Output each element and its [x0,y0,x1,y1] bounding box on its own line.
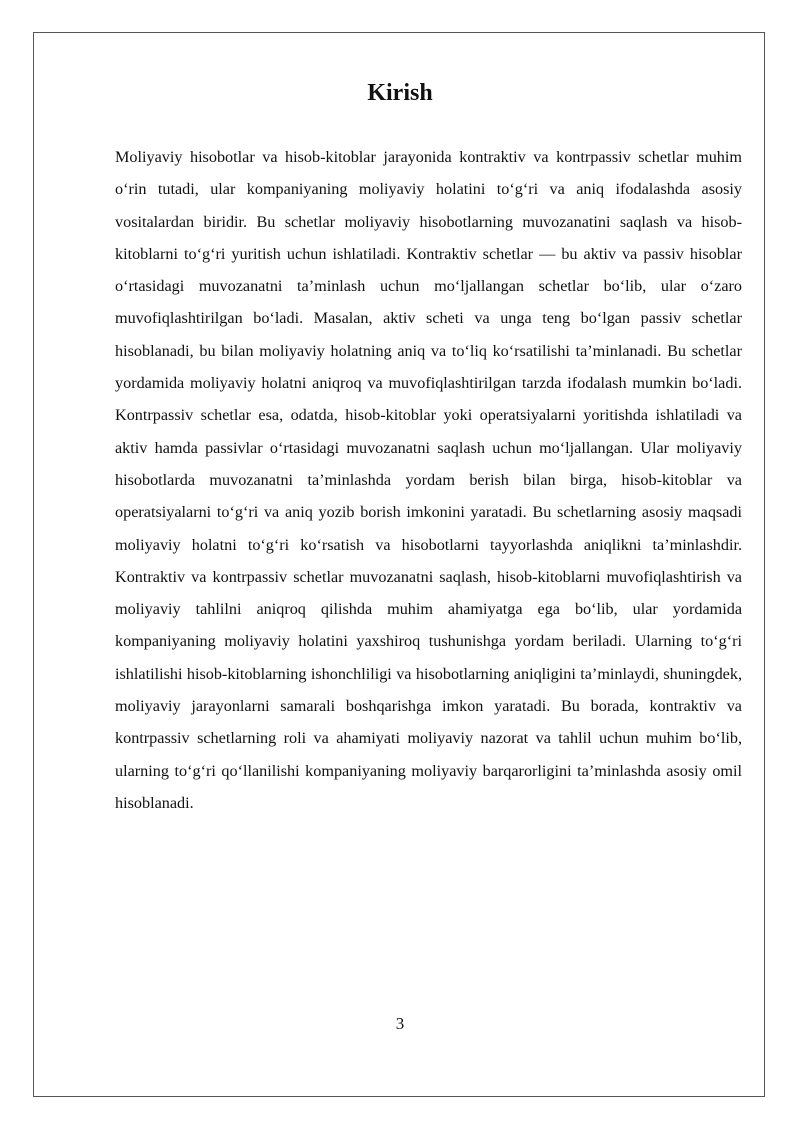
page-number: 3 [395,1014,405,1033]
body-paragraph: Moliyaviy hisobotlar va hisob-kitoblar jarayonida kontraktiv va kontrpassiv schetlar muhim o‘rin tutadi, ular kompaniyaning moliyaviy holatini to‘g‘ri va aniq ifodalashda asosiy vositalardan biridir. Bu schetlar moliyaviy hisobotlarning muvozanatini saqlash va hisob-kitoblarni to‘g‘ri yuritish uchun ishlatiladi. Kontraktiv schetlar — bu aktiv va passiv hisoblar o‘rtasidagi muvozanatni ta’minlash uchun mo‘ljallangan schetlar bo‘lib, ular o‘zaro muvofiqlashtirilgan bo‘ladi. Masalan, aktiv scheti va unga teng bo‘lgan passiv schetlar hisoblanadi, bu bilan moliyaviy holatning aniq va to‘liq ko‘rsatilishi ta’minlanadi. Bu schetlar yordamida moliyaviy holatni aniqroq va muvofiqlashtirilgan tarzda ifodalash mumkin bo‘ladi. Kontrpassiv schetlar esa, odatda, hisob-kitoblar yoki operatsiyalarni yoritishda ishlatiladi va aktiv hamda passivlar o‘rtasidagi muvozanatni saqlash uchun mo‘ljallangan. Ular moliyaviy hisobotlarda muvozanatni ta’minlashda yordam berish bilan birga, hisob-kitoblar va operatsiyalarni to‘g‘ri va aniq yozib borish imkonini yaratadi. Bu schetlarning asosiy maqsadi moliyaviy holatni to‘g‘ri ko‘rsatish va hisobotlarni tayyorlashda aniqlikni ta’minlashdir. Kontraktiv va kontrpassiv schetlar muvozanatni saqlash, hisob-kitoblarni muvofiqlashtirish va moliyaviy tahlilni aniqroq qilishda muhim ahamiyatga ega bo‘lib, ular yordamida kompaniyaning moliyaviy holatini yaxshiroq tushunishga yordam beriladi. Ularning to‘g‘ri ishlatilishi hisob-kitoblarning ishonchliligi va hisobotlarning aniqligini ta’minlaydi, shuningdek, moliyaviy jarayonlarni samarali boshqarishga imkon yaratadi. Bu borada, kontraktiv va kontrpassiv schetlarning roli va ahamiyati moliyaviy nazorat va tahlil uchun muhim bo‘lib, ularning to‘g‘ri qo‘llanilishi kompaniyaning moliyaviy barqarorligini ta’minlashda asosiy omil hisoblanadi. [115,148,742,812]
page-title: Kirish [367,80,433,106]
